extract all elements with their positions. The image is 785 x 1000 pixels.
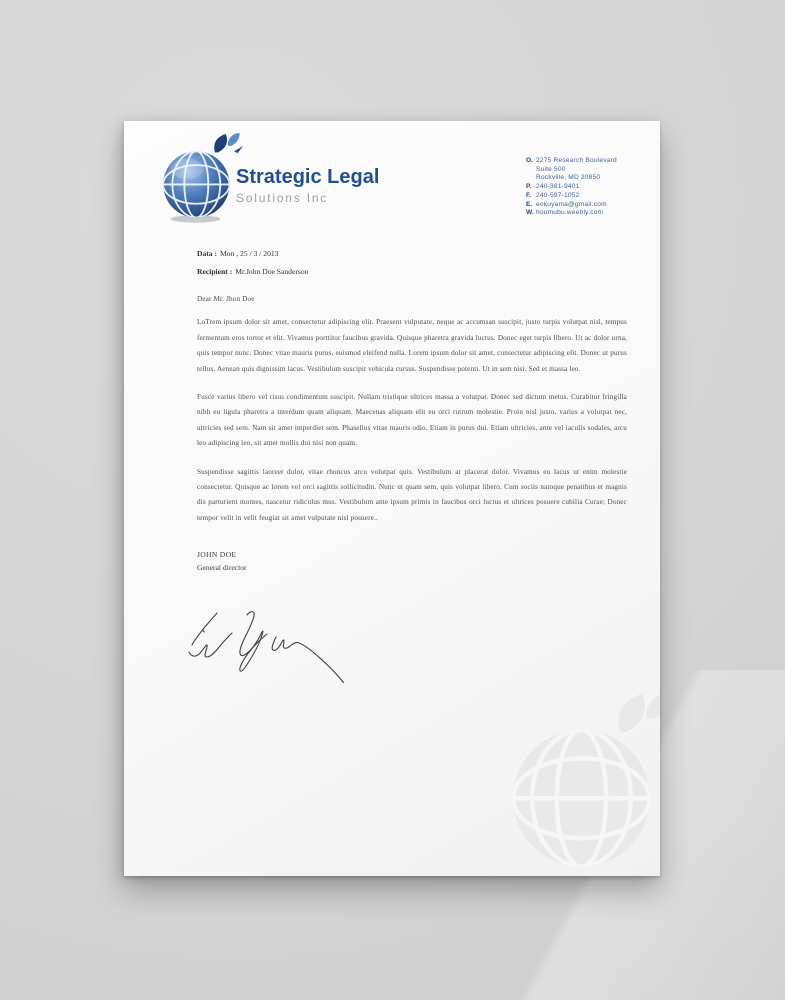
address-line: Rockville, MD 20850: [536, 174, 601, 182]
web-label: W.: [526, 209, 534, 217]
email-value: eokuyama@gmail.com: [536, 200, 607, 208]
letterhead-page: [124, 121, 660, 876]
web-value: houmubu.weebly.com: [536, 209, 604, 217]
office-label: O.: [526, 157, 533, 164]
contact-block: [526, 157, 656, 218]
contact-address-row: [526, 166, 656, 175]
signer-title: General director: [197, 563, 247, 572]
email-label: E.: [526, 200, 533, 208]
contact-phone-row: [526, 183, 656, 192]
contact-address-row: [526, 157, 656, 166]
recipient-value: Mr.John Doe Sanderson: [235, 266, 309, 276]
contact-fax-row: [526, 192, 656, 201]
contact-web-row: [526, 209, 656, 218]
salutation: Dear Mr. Jhon Doe: [197, 295, 255, 303]
recipient-row: [197, 267, 308, 276]
letter-paragraph: Suspendisse sagittis laoreet dolor, vitae rhoncus arcu volutpat quis. Vestibulum at placerat dolor. Vivamus eu lacus ut enim molestie consectetur. Quisque ac lorem vel orci sagittis sollicitudin. Nunc ut quam sem, quis volutpat libero. Cum sociis natoque penatibus et magnis dis parturient montes, nascetur ridiculus mus. Vestibulum ante ipsum primis in faucibus orci luctus et ultrices posuere cubilia Curae; Donec tempor velit in velit feugiat sit amet vulputate nisl posuere..: [197, 467, 627, 522]
phone-value: 240-381-9401: [536, 183, 580, 191]
company-name: Strategic Legal: [236, 166, 380, 188]
date-label: Data :: [197, 249, 218, 258]
company-subtitle: Solutions Inc: [236, 191, 329, 205]
date-row: [197, 249, 308, 258]
fax-label: F.: [526, 191, 532, 199]
phone-label: P.: [526, 183, 532, 191]
signer-block: [197, 548, 247, 574]
fax-value: 240-597-1052: [536, 191, 580, 199]
letter-body: [197, 292, 627, 539]
letter-paragraph: Fusce varius libero vel risus condimentum suscipit. Nullam tristique ultrices massa a volutpat. Donec sed dictum metus. Curabitur fringilla nibh eu ligula pharetra a interdum quam aliquam. Maecenas aliquam elit eu orci rutrum molestie. Proin nisl justo, varius a volutpat nec, ultricies sed sem. Nam sit amet imperdiet sem. Phasellus vitae mauris odio. Etiam in purus dui. Etiam ultricies, ante vel iaculis sodales, arcu leo adipiscing leo, sit amet mollis dui nisi non quam.: [197, 393, 627, 448]
handwritten-signature: [184, 608, 349, 703]
recipient-label: Recipient :: [197, 266, 233, 276]
contact-email-row: [526, 201, 656, 210]
address-line: Suite 500: [536, 165, 566, 173]
address-line: 2275 Research Boulevard: [536, 157, 617, 164]
date-value: Mon , 25 / 3 / 2013: [220, 249, 279, 258]
globe-watermark-icon: [494, 690, 660, 876]
contact-address-row: [526, 174, 656, 183]
letter-paragraph: LoTrem ipsum dolor sit amet, consectetur adipiscing elit. Praesent vulputate, neque ac accumsan suscipit, justo turpis volutpat nisl, tempus fermentum eros tortor et elit. Vivamus porttitor faucibus gravida. Quisque pharetra gravida luctus. Donec eget turpis libero. Ut ac dolor urna, quis tempor nunc. Donec vitae mauris purus, euismod eleifend nulla. Lorem ipsum dolor sit amet, consectetur adipiscing elit. Donec ut purus tellus. Aenean quis dignissim lacus. Vestibulum suscipit vehicula cursus. Suspendisse potenti. Ut in sem nisi. Sed et massa leo.: [197, 318, 627, 373]
signer-name: JOHN DOE: [197, 550, 237, 559]
brand-block: [236, 166, 379, 205]
letter-meta: [197, 249, 308, 284]
globe-logo-icon: [154, 132, 246, 224]
